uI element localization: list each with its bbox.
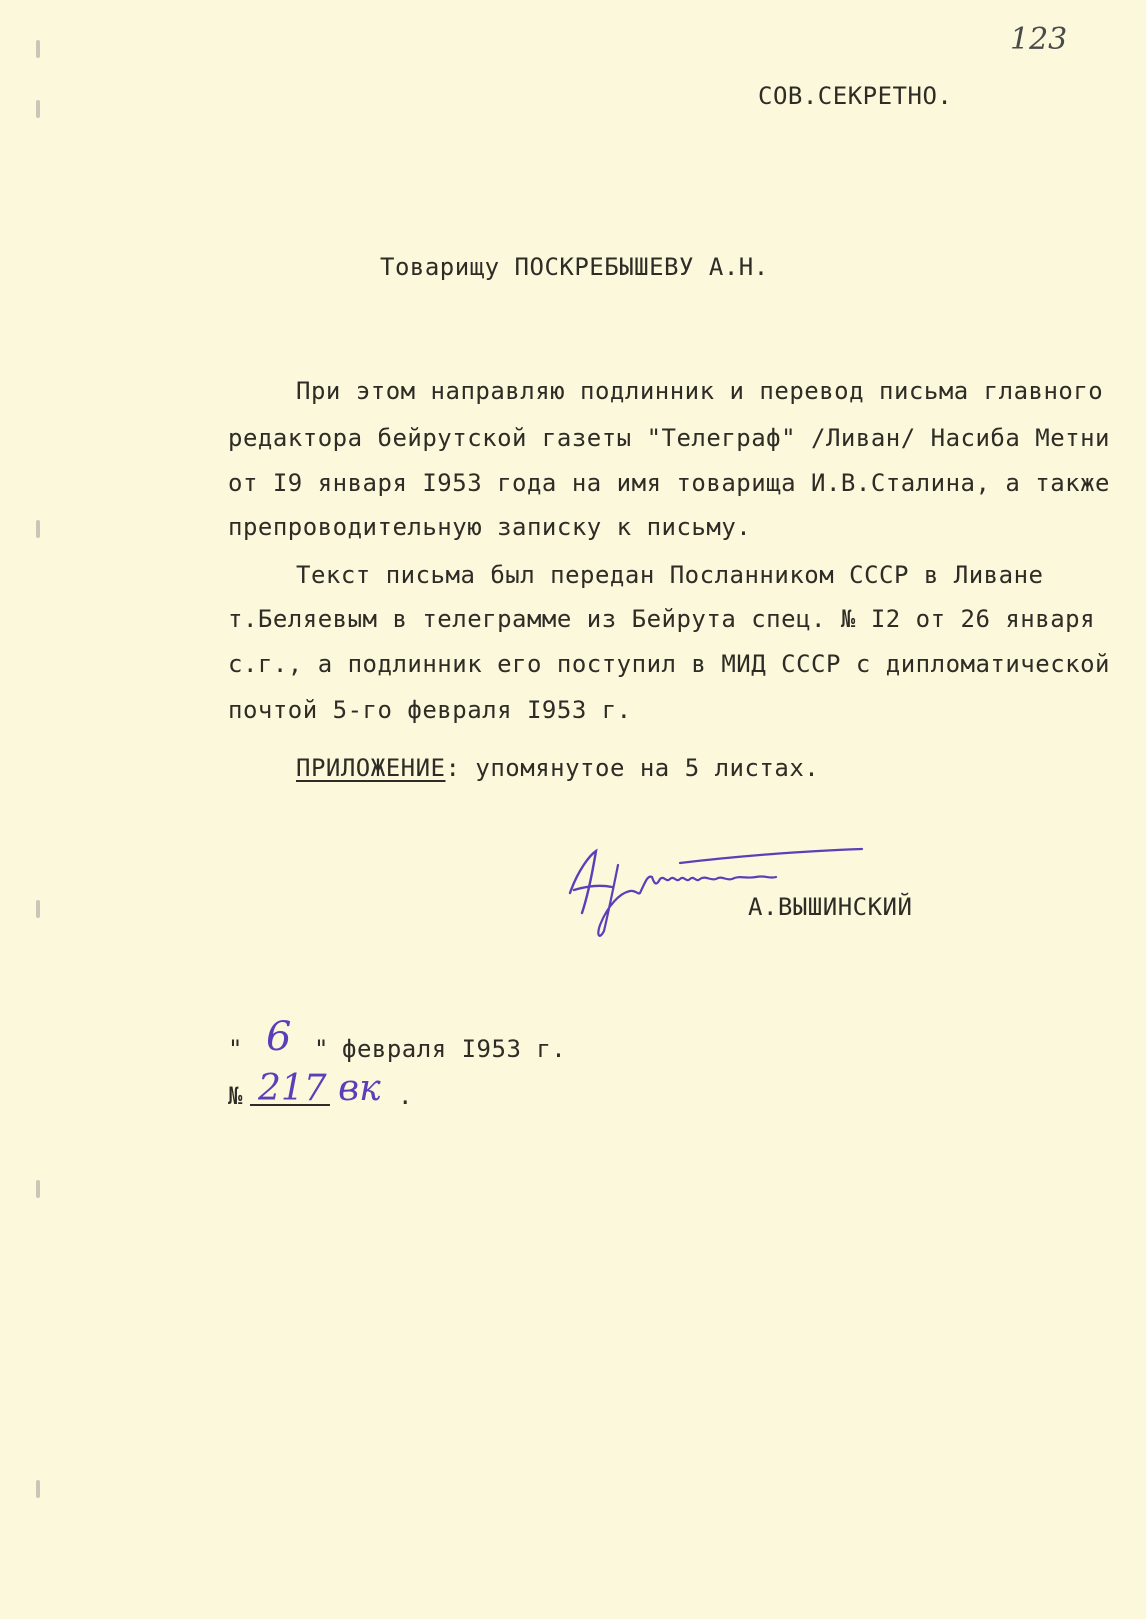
archive-page-number: 123 bbox=[1010, 22, 1068, 57]
date-quote-close: " bbox=[314, 1035, 329, 1063]
binder-mark bbox=[36, 520, 40, 538]
date-rest: февраля I953 г. bbox=[342, 1035, 567, 1063]
body-line: с.г., а подлинник его поступил в МИД СССР с дипломатической bbox=[228, 650, 1111, 678]
body-line: редактора бейрутской газеты "Телеграф" /Ливан/ Насиба Метни bbox=[228, 424, 1111, 452]
number-prefix: № bbox=[228, 1082, 243, 1110]
body-line: При этом направляю подлинник и перевод письма главного bbox=[296, 377, 1104, 405]
body-line: т.Беляевым в телеграмме из Бейрута спец. № I2 от 26 января bbox=[228, 605, 1096, 633]
date-day-handwritten: 6 bbox=[266, 1014, 292, 1060]
binder-mark bbox=[36, 900, 40, 918]
binder-mark bbox=[36, 40, 40, 58]
classification-stamp: СОВ.СЕКРЕТНО. bbox=[758, 82, 953, 110]
binder-mark bbox=[36, 100, 40, 118]
signature-scribble bbox=[560, 835, 870, 945]
attachment-text: : упомянутое на 5 листах. bbox=[445, 754, 820, 782]
signature bbox=[560, 835, 870, 945]
addressee: Товарищу ПОСКРЕБЫШЕВУ А.Н. bbox=[380, 253, 769, 281]
date-quote-open: " bbox=[228, 1035, 243, 1063]
binder-mark bbox=[36, 1180, 40, 1198]
attachment-line bbox=[296, 754, 819, 782]
body-line: от I9 января I953 года на имя товарища И.В.Сталина, а также bbox=[228, 469, 1111, 497]
body-line: препроводительную записку к письму. bbox=[228, 513, 752, 541]
attachment-label: ПРИЛОЖЕНИЕ bbox=[296, 754, 446, 782]
number-handwritten: 217 вк bbox=[258, 1068, 381, 1109]
body-line: почтой 5-го февраля I953 г. bbox=[228, 696, 632, 724]
number-suffix: . bbox=[398, 1082, 413, 1110]
binder-mark bbox=[36, 1480, 40, 1498]
signatory-name: А.ВЫШИНСКИЙ bbox=[748, 893, 913, 921]
body-line: Текст письма был передан Посланником СССР в Ливане bbox=[296, 561, 1044, 589]
